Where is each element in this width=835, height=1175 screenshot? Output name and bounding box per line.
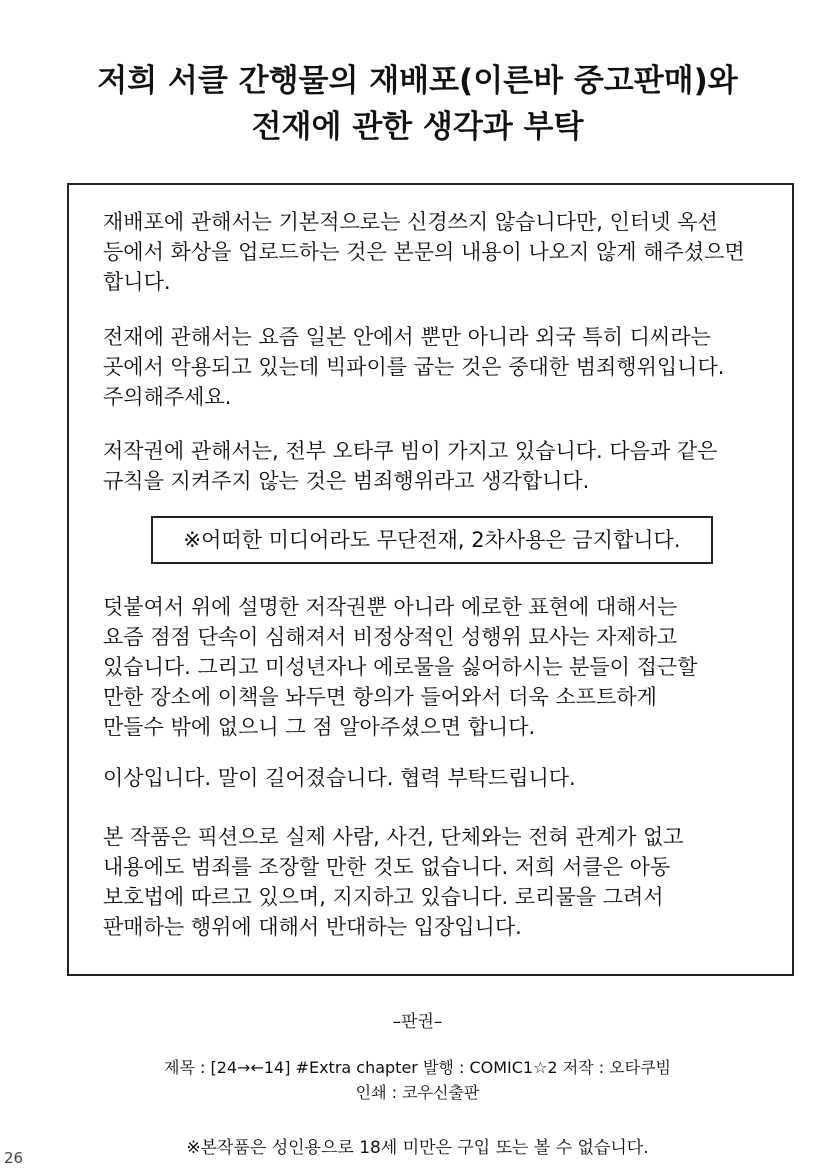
text-line: 판매하는 행위에 대해서 반대하는 입장입니다. [103, 915, 522, 939]
adult-only-notice: ※본작품은 성인용으로 18세 미만은 구입 또는 볼 수 없습니다. [186, 1138, 649, 1158]
paragraph-redistribution [103, 207, 763, 297]
page-title [0, 58, 835, 150]
title-line-1: 저희 서클 간행물의 재배포(이른바 중고판매)와 [97, 63, 738, 99]
paragraph-expression [103, 592, 763, 742]
text-line: 덧붙여서 위에 설명한 저작권뿐 아니라 에로한 표현에 대해서는 [103, 595, 678, 619]
text-line: 내용에도 범죄를 조장할 만한 것도 없습니다. 저희 서클은 아동 [103, 855, 671, 879]
text-line: 만들수 밖에 없으니 그 점 알아주셨으면 합니다. [103, 715, 536, 739]
colophon-credits [0, 1055, 835, 1105]
text-line: 본 작품은 픽션으로 실제 사람, 사건, 단체와는 전혀 관계가 없고 [103, 825, 684, 849]
page-number: 26 [4, 1149, 24, 1167]
text-line: 전재에 관해서는 요즘 일본 안에서 뿐만 아니라 외국 특히 디씨라는 [103, 325, 711, 349]
title-line-2: 전재에 관한 생각과 부탁 [251, 109, 584, 145]
paragraph-copyright [103, 436, 763, 496]
text-line: 이상입니다. 말이 길어졌습니다. 협력 부탁드립니다. [103, 766, 576, 790]
colophon-heading: –판권– [392, 1012, 443, 1032]
text-line: 재배포에 관해서는 기본적으로는 신경쓰지 않습니다만, 인터넷 옥션 [103, 210, 718, 234]
text-line: 곳에서 악용되고 있는데 빅파이를 굽는 것은 중대한 범죄행위입니다. [103, 355, 725, 379]
text-line: 요즘 점점 단속이 심해져서 비정상적인 성행위 묘사는 자제하고 [103, 625, 678, 649]
paragraph-closing [103, 763, 763, 793]
text-line: 합니다. [103, 270, 171, 294]
paragraph-disclaimer [103, 822, 763, 942]
text-line: 보호법에 따르고 있으며, 지지하고 있습니다. 로리물을 그려서 [103, 885, 664, 909]
paragraph-reposting [103, 322, 763, 412]
prohibition-notice-box: ※어떠한 미디어라도 무단전재, 2차사용은 금지합니다. [151, 516, 713, 564]
text-line: 만한 장소에 이책을 놔두면 항의가 들어와서 더욱 소프트하게 [103, 685, 657, 709]
text-line: 주의해주세요. [103, 385, 232, 409]
colophon-line: 인쇄 : 코우신출판 [355, 1083, 480, 1102]
text-line: 있습니다. 그리고 미성년자나 에로물을 싫어하시는 분들이 접근할 [103, 655, 698, 679]
colophon-line: 제목 : [24→←14] #Extra chapter 발행 : COMIC1☆2 저작 : 오타쿠빔 [163, 1058, 671, 1077]
text-line: 규칙을 지켜주지 않는 것은 범죄행위라고 생각합니다. [103, 469, 590, 493]
text-line: 등에서 화상을 업로드하는 것은 본문의 내용이 나오지 않게 해주셨으면 [103, 240, 745, 264]
text-line: 저작권에 관해서는, 전부 오타쿠 빔이 가지고 있습니다. 다음과 같은 [103, 439, 718, 463]
